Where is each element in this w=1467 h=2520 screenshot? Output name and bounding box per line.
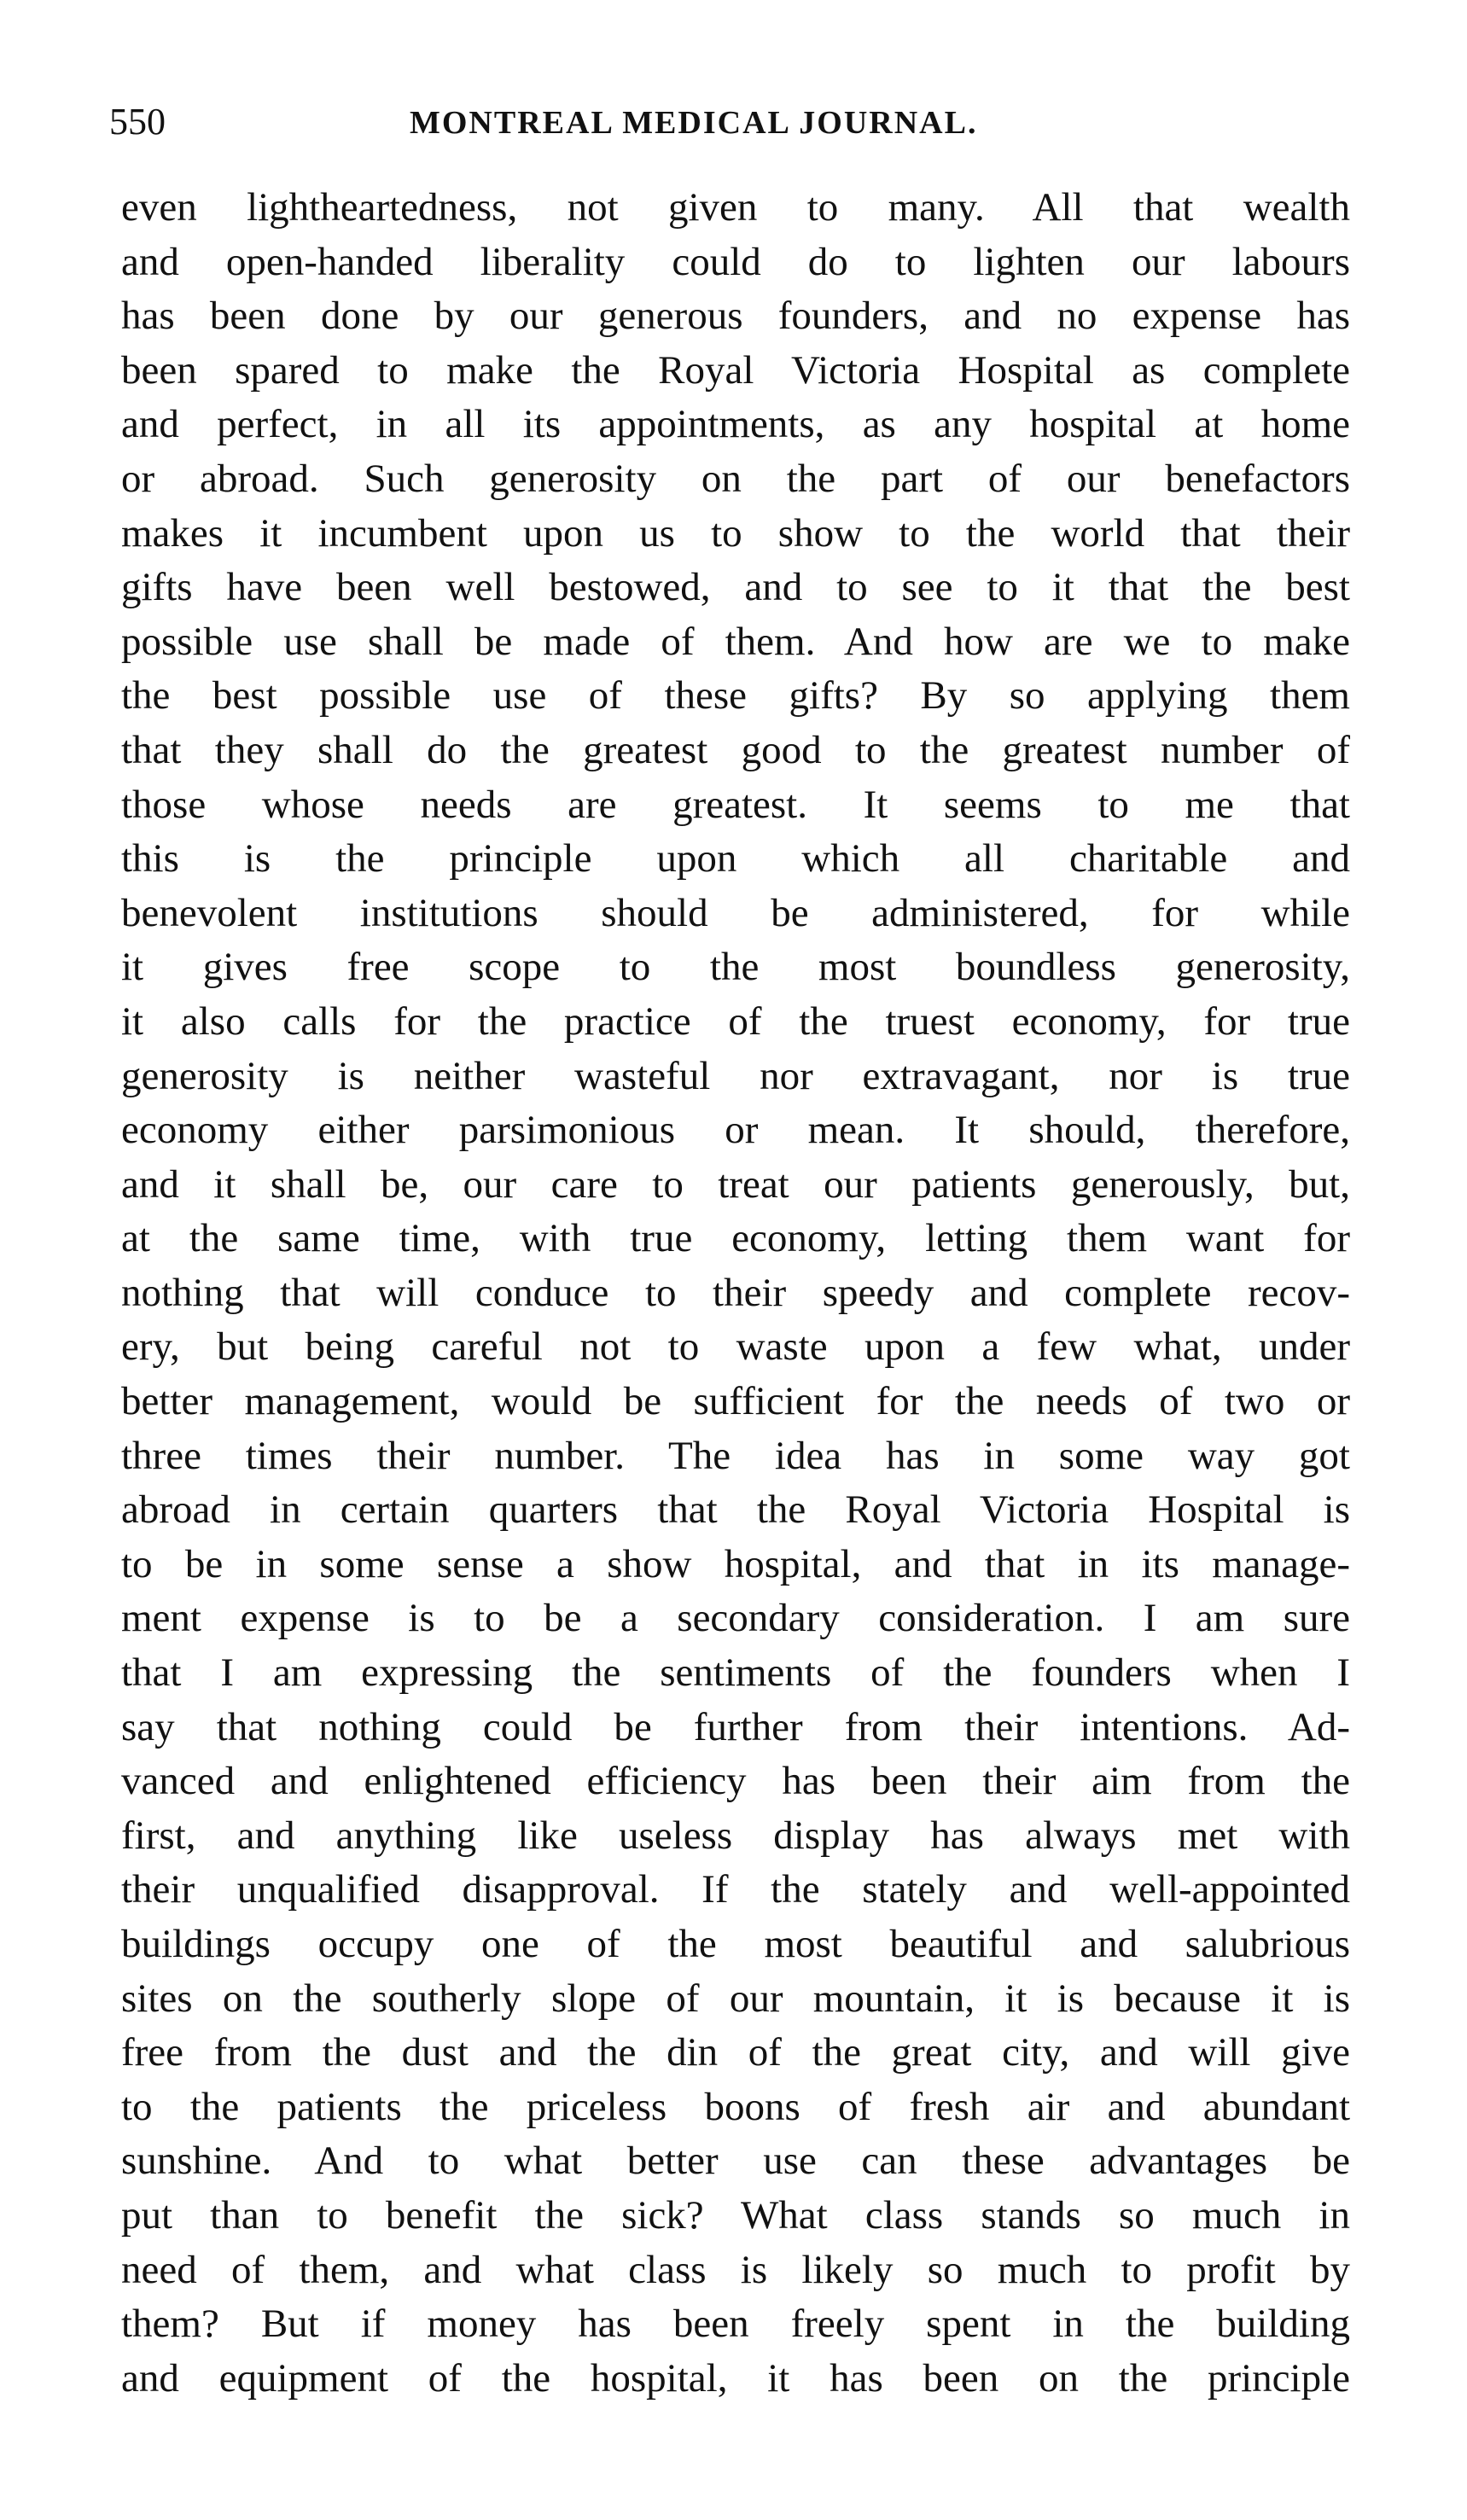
text-line: and open-handed liberality could do to lighten our labours <box>121 239 1350 284</box>
text-line: need of them, and what class is likely so much to profit by <box>121 2247 1350 2292</box>
text-line: sites on the southerly slope of our mountain, it is because it is <box>121 1976 1350 2021</box>
text-line: ery, but being careful not to waste upon a few what, under <box>121 1324 1350 1370</box>
text-line: vanced and enlightened efficiency has been their aim from the <box>121 1759 1350 1804</box>
text-line: three times their number. The idea has in some way got <box>121 1433 1350 1478</box>
text-line: that I am expressing the sentiments of the founders when I <box>121 1650 1350 1696</box>
text-line: this is the principle upon which all charitable and <box>121 836 1350 882</box>
text-line: benevolent institutions should be administered, for while <box>121 890 1350 935</box>
text-line: even lightheartedness, not given to many. All that wealth <box>121 185 1350 230</box>
text-line: ment expense is to be a secondary consideration. I am sure <box>121 1596 1350 1641</box>
text-line: that they shall do the greatest good to the greatest number of <box>121 727 1350 772</box>
text-line: them? But if money has been freely spent in the building <box>121 2302 1350 2347</box>
text-line: say that nothing could be further from their intentions. Ad- <box>121 1704 1350 1749</box>
text-line: the best possible use of these gifts? By so applying them <box>121 673 1350 719</box>
text-line: and it shall be, our care to treat our patients generously, but, <box>121 1161 1350 1207</box>
text-line: their unqualified disapproval. If the stately and well-appointed <box>121 1867 1350 1912</box>
text-line: to the patients the priceless boons of fresh air and abundant <box>121 2084 1350 2129</box>
text-line: it gives free scope to the most boundless generosity, <box>121 945 1350 990</box>
text-line: generosity is neither wasteful nor extravagant, nor is true <box>121 1053 1350 1098</box>
text-line: and perfect, in all its appointments, as any hospital at home <box>121 402 1350 447</box>
text-line: to be in some sense a show hospital, and that in its manage- <box>121 1541 1350 1586</box>
text-line: those whose needs are greatest. It seems to me that <box>121 782 1350 827</box>
running-head <box>102 92 1365 152</box>
text-line: possible use shall be made of them. And how are we to make <box>121 619 1350 664</box>
text-line: buildings occupy one of the most beautiful and salubrious <box>121 1922 1350 1966</box>
page-number: 550 <box>109 101 166 143</box>
text-line: better management, would be sufficient for the needs of two or <box>121 1379 1350 1424</box>
text-line: has been done by our generous founders, and no expense has <box>121 294 1350 339</box>
text-line: sunshine. And to what better use can these advantages be <box>121 2139 1350 2184</box>
text-line: abroad in certain quarters that the Royal Victoria Hospital is <box>121 1487 1350 1533</box>
text-line: makes it incumbent upon us to show to the world that their <box>121 510 1350 556</box>
text-line: it also calls for the practice of the truest economy, for true <box>121 998 1350 1044</box>
text-line: or abroad. Such generosity on the part of our benefactors <box>121 456 1350 501</box>
text-line: first, and anything like useless display has always met with <box>121 1813 1350 1858</box>
text-line: gifts have been well bestowed, and to see to it that the best <box>121 565 1350 610</box>
text-line: put than to benefit the sick? What class stands so much in <box>121 2192 1350 2238</box>
text-line: economy either parsimonious or mean. It should, therefore, <box>121 1108 1350 1153</box>
body-text <box>121 181 1350 2406</box>
text-line: been spared to make the Royal Victoria Hospital as complete <box>121 347 1350 393</box>
text-line: and equipment of the hospital, it has been on the principle <box>121 2355 1350 2401</box>
text-line: free from the dust and the din of the great city, and will give <box>121 2030 1350 2075</box>
journal-title: MONTREAL MEDICAL JOURNAL. <box>410 105 978 141</box>
text-line: nothing that will conduce to their speedy and complete recov- <box>121 1270 1350 1315</box>
text-line: at the same time, with true economy, letting them want for <box>121 1216 1350 1261</box>
